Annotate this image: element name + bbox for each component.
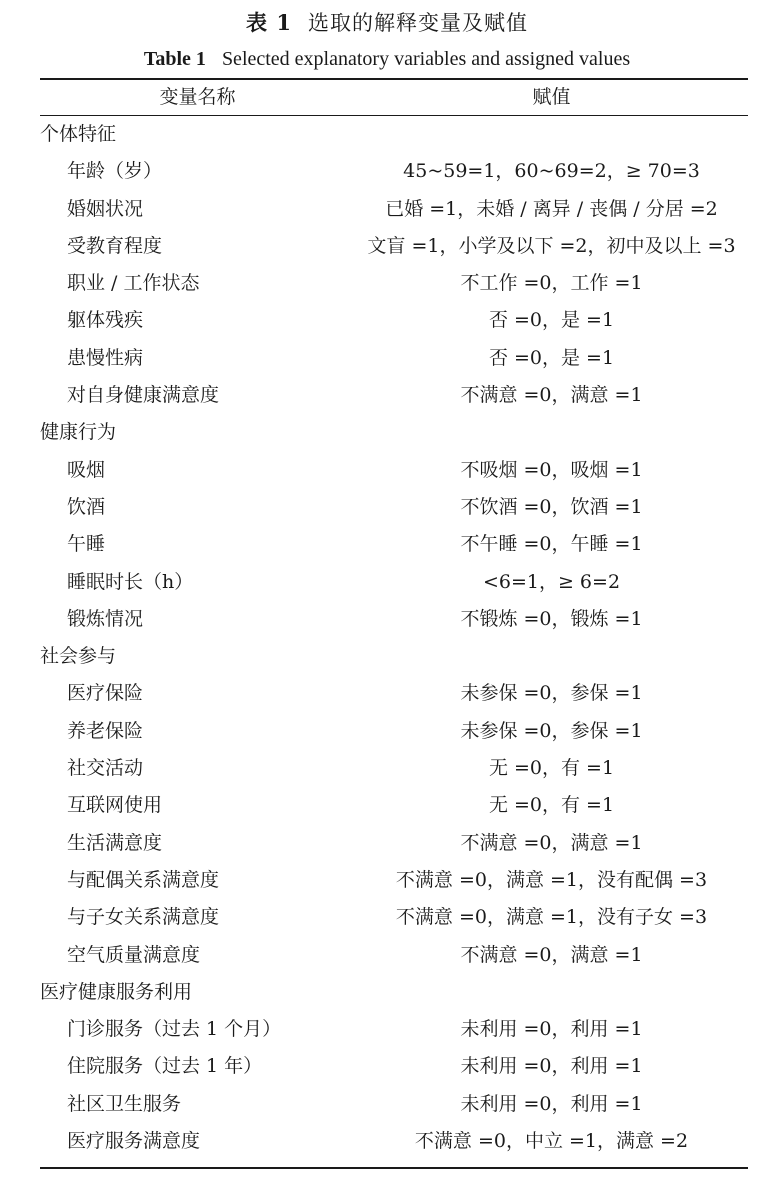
table-row — [40, 1011, 748, 1048]
group-label: 社会参与 — [40, 645, 117, 668]
table-row — [40, 564, 748, 601]
group-label: 医疗健康服务利用 — [40, 980, 193, 1003]
table-number-en: Table 1 — [143, 48, 206, 70]
assigned-value: 不午睡 =0，午睡 =1 — [460, 533, 643, 556]
variable-name: 锻炼情况 — [67, 607, 144, 630]
assigned-value: 不满意 =0，满意 =1 — [460, 384, 643, 407]
table-bottom-rule — [40, 1167, 748, 1169]
assigned-value: 不锻炼 =0，锻炼 =1 — [460, 607, 643, 630]
variable-name: 与子女关系满意度 — [67, 906, 220, 929]
variable-name: 午睡 — [67, 533, 106, 556]
variable-name: 医疗服务满意度 — [67, 1130, 201, 1153]
assigned-value: 不满意 =0，满意 =1，没有子女 =3 — [395, 906, 708, 929]
assigned-value: 否 =0，是 =1 — [488, 309, 615, 332]
table-row — [40, 899, 748, 936]
assigned-value: 未利用 =0，利用 =1 — [460, 1055, 643, 1078]
variable-name: 职业 / 工作状态 — [67, 272, 200, 295]
variable-name: 睡眠时长（h） — [67, 570, 194, 593]
table-row — [40, 601, 748, 638]
table-row — [40, 825, 748, 862]
assigned-value: 未参保 =0，参保 =1 — [460, 682, 643, 705]
table-row — [40, 489, 748, 526]
table-row — [40, 675, 748, 712]
table-row — [40, 340, 748, 377]
table-row — [40, 526, 748, 563]
group-row — [40, 638, 748, 675]
table-row — [40, 1123, 748, 1160]
table-row — [40, 862, 748, 899]
variable-name: 住院服务（过去 1 年） — [67, 1055, 263, 1078]
table-row — [40, 153, 748, 190]
assigned-value: 45~59=1，60~69=2，≥ 70=3 — [403, 160, 700, 183]
header-variable-name: 变量名称 — [159, 86, 236, 108]
variable-name: 医疗保险 — [67, 682, 144, 705]
group-row — [40, 414, 748, 451]
table-row — [40, 937, 748, 974]
table-body — [40, 116, 748, 1160]
assigned-value: 未利用 =0，利用 =1 — [460, 1092, 643, 1115]
table-row — [40, 265, 748, 302]
header-assigned-value: 赋值 — [532, 86, 571, 108]
group-row — [40, 116, 748, 153]
table-title-en — [0, 45, 774, 73]
assigned-value: 未参保 =0，参保 =1 — [460, 719, 643, 742]
assigned-value: 未利用 =0，利用 =1 — [460, 1018, 643, 1041]
variable-name: 与配偶关系满意度 — [67, 868, 220, 891]
group-label: 个体特征 — [40, 123, 117, 145]
variable-name: 吸烟 — [67, 458, 106, 481]
table-row — [40, 228, 748, 265]
assigned-value: 已婚 =1，未婚 / 离异 / 丧偶 / 分居 =2 — [385, 197, 718, 220]
table-row — [40, 377, 748, 414]
variable-name: 门诊服务（过去 1 个月） — [67, 1018, 282, 1041]
assigned-value: 不满意 =0，满意 =1 — [460, 943, 643, 966]
group-label: 健康行为 — [40, 421, 117, 444]
assigned-value: 否 =0，是 =1 — [488, 346, 615, 369]
table-caption-cn: 选取的解释变量及赋值 — [307, 11, 528, 35]
assigned-value: 无 =0，有 =1 — [488, 757, 615, 780]
assigned-value: 不工作 =0，工作 =1 — [460, 272, 643, 295]
assigned-value: <6=1，≥ 6=2 — [482, 570, 621, 593]
variable-name: 养老保险 — [67, 719, 144, 742]
table-row — [40, 713, 748, 750]
table-row — [40, 452, 748, 489]
table-row — [40, 1048, 748, 1085]
variable-name: 躯体残疾 — [67, 309, 144, 332]
table-title-cn — [0, 8, 774, 38]
assigned-value: 无 =0，有 =1 — [488, 794, 615, 817]
variable-name: 互联网使用 — [67, 794, 163, 817]
variable-name: 年龄（岁） — [67, 160, 163, 183]
table-number-cn: 表 1 — [246, 10, 292, 35]
table-row — [40, 1086, 748, 1123]
assigned-value: 不满意 =0，满意 =1 — [460, 831, 643, 854]
assigned-value: 不满意 =0，中立 =1，满意 =2 — [414, 1130, 689, 1153]
variable-name: 空气质量满意度 — [67, 943, 201, 966]
variable-name: 饮酒 — [67, 495, 106, 518]
group-row — [40, 974, 748, 1011]
assigned-value: 文盲 =1，小学及以下 =2，初中及以上 =3 — [367, 234, 736, 257]
assigned-value: 不吸烟 =0，吸烟 =1 — [460, 458, 643, 481]
table-row — [40, 787, 748, 824]
table-row — [40, 750, 748, 787]
variable-name: 患慢性病 — [67, 346, 144, 369]
variable-name: 婚姻状况 — [67, 197, 144, 220]
table-header-row — [40, 80, 748, 115]
variable-name: 受教育程度 — [67, 234, 163, 257]
assigned-value: 不满意 =0，满意 =1，没有配偶 =3 — [395, 868, 708, 891]
assigned-value: 不饮酒 =0，饮酒 =1 — [460, 495, 643, 518]
variable-name: 生活满意度 — [67, 831, 163, 854]
variable-name: 对自身健康满意度 — [67, 384, 220, 407]
variable-name: 社区卫生服务 — [67, 1092, 182, 1115]
table-row — [40, 191, 748, 228]
table-caption-en: Selected explanatory variables and assigned values — [221, 48, 631, 70]
variable-name: 社交活动 — [67, 757, 144, 780]
table-row — [40, 302, 748, 339]
